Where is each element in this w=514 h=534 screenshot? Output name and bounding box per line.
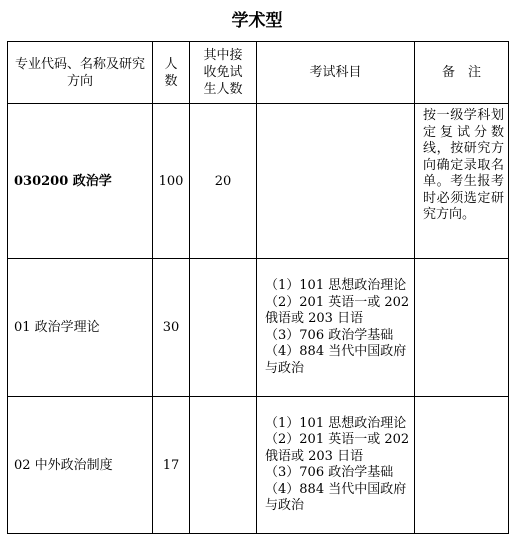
subject-line: （2）201 英语一或 202 俄语或 203 日语 <box>265 432 410 464</box>
exempt-cell: 20 <box>190 104 257 259</box>
header-subjects: 考试科目 <box>257 42 415 104</box>
table-row <box>8 397 509 534</box>
count-cell: 17 <box>153 397 190 534</box>
subject-line: （4）884 当代中国政府与政治 <box>265 344 407 376</box>
subject-line: （4）884 当代中国政府与政治 <box>265 481 407 513</box>
table-row <box>8 259 509 397</box>
page-title: 学术型 <box>231 11 283 31</box>
subjects-cell <box>257 397 415 534</box>
subjects-cell <box>257 259 415 397</box>
exempt-cell <box>190 259 257 397</box>
subject-line: （1）101 思想政治理论 <box>265 278 407 293</box>
admissions-table <box>7 41 509 534</box>
subjects-cell <box>257 104 415 259</box>
header-exempt: 其中接收免试生人数 <box>190 42 257 104</box>
exempt-cell <box>190 397 257 534</box>
table-row <box>8 104 509 259</box>
note-cell <box>415 397 509 534</box>
subject-line: （2）201 英语一或 202 俄语或 203 日语 <box>265 294 410 326</box>
header-major-code: 专业代码、名称及研究方向 <box>8 42 153 104</box>
count-cell: 100 <box>153 104 190 259</box>
major-cell: 030200 政治学 <box>8 104 153 259</box>
major-cell: 01 政治学理论 <box>8 259 153 397</box>
count-cell: 30 <box>153 259 190 397</box>
subject-line: （1）101 思想政治理论 <box>265 415 407 431</box>
major-cell: 02 中外政治制度 <box>8 397 153 534</box>
header-row <box>8 42 509 104</box>
subject-line: （3）706 政治学基础 <box>265 327 394 343</box>
header-count: 人数 <box>153 42 190 104</box>
subject-line: （3）706 政治学基础 <box>265 465 394 480</box>
header-notes: 备 注 <box>415 42 509 104</box>
note-cell <box>415 259 509 397</box>
note-cell: 按一级学科划定复试分数线，按研究方向确定录取名单。考生报考时必须选定研究方向。 <box>415 104 509 259</box>
